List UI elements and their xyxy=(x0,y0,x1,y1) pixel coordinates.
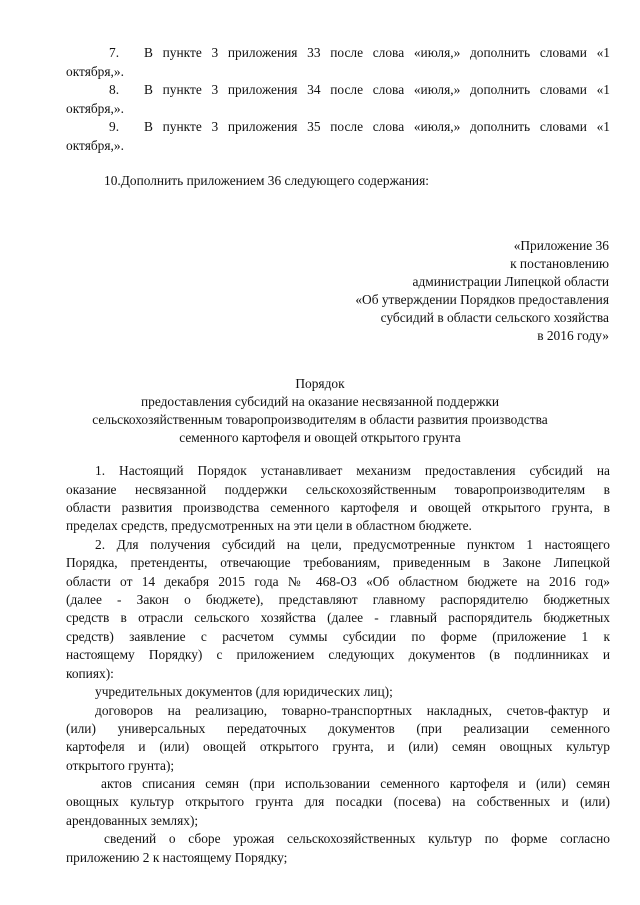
appendix-header-line: к постановлению xyxy=(510,256,609,271)
list-item-line: приложению 2 к настоящему Порядку; xyxy=(66,850,288,865)
paragraph-2-line: Порядка, претенденты, отвечающие требованиям, приведенным в Законе Липецкой xyxy=(66,555,610,570)
amendment-7-number: 7. xyxy=(109,45,120,60)
paragraph-2-line: средств в отрасли сельского хозяйства (далее - главный распорядитель бюджетных xyxy=(66,610,610,625)
appendix-header-line: субсидий в области сельского хозяйства xyxy=(380,310,609,325)
list-item-line: арендованных землях); xyxy=(66,813,199,828)
paragraph-2-line: настоящему Порядку) с приложением следующих документов (в подлинниках и xyxy=(66,647,610,662)
list-item-line: картофеля и (или) овощей открытого грунта, и (или) семян овощных культур xyxy=(66,739,610,754)
appendix-header-line: администрации Липецкой области xyxy=(412,274,609,289)
list-item-line: открытого грунта); xyxy=(66,758,175,773)
paragraph-2-line: средств) заявление с расчетом суммы субсидии по форме (приложение 1 к xyxy=(66,629,610,644)
appendix-header-line: «Приложение 36 xyxy=(513,238,609,253)
list-item-line: учредительных документов (для юридических лиц); xyxy=(95,684,393,699)
paragraph-1-line: области развития производства семенного картофеля и овощей открытого грунта, в xyxy=(66,500,610,515)
list-item-line: договоров на реализацию, товарно-транспортных накладных, счетов-фактур и xyxy=(95,703,610,718)
document-subtitle-line: семенного картофеля и овощей открытого грунта xyxy=(179,430,461,445)
amendment-8-number: 8. xyxy=(109,82,120,97)
list-item-line: актов списания семян (при использовании семенного картофеля и (или) семян xyxy=(101,776,610,791)
document-subtitle-line: сельскохозяйственным товаропроизводителям в области развития производства xyxy=(92,412,548,427)
amendment-7-text: В пункте 3 приложения 33 после слова «июля,» дополнить словами «1 xyxy=(144,45,610,60)
list-item-line: овощных культур открытого грунта для посадки (посева) на собственных и (или) xyxy=(66,794,610,809)
document-subtitle-line: предоставления субсидий на оказание несвязанной поддержки xyxy=(140,394,500,409)
amendment-7-continuation: октября,». xyxy=(66,64,124,79)
paragraph-2-line: области от 14 декабря 2015 года № 468-ОЗ «Об областном бюджете на 2016 год» xyxy=(66,574,610,589)
list-item-line: сведений о сборе урожая сельскохозяйственных культур по форме согласно xyxy=(104,831,610,846)
paragraph-1-line: пределах средств, предусмотренных на эти цели в областном бюджете. xyxy=(66,518,472,533)
paragraph-2-line: 2. Для получения субсидий на цели, предусмотренные пунктом 1 настоящего xyxy=(95,537,610,552)
paragraph-2-line: копиях): xyxy=(66,666,114,681)
paragraph-1-line: оказание несвязанной поддержки сельскохозяйственным товаропроизводителям в xyxy=(66,482,610,497)
amendment-9-continuation: октября,». xyxy=(66,138,124,153)
amendment-9-number: 9. xyxy=(109,119,120,134)
document-title: Порядок xyxy=(295,376,345,391)
paragraph-2-line: (далее - Закон о бюджете), представляют главному распорядителю бюджетных xyxy=(66,592,610,607)
appendix-header-line: «Об утверждении Порядков предоставления xyxy=(355,292,609,307)
list-item-line: (или) универсальных передаточных документов (при реализации семенного xyxy=(66,721,610,736)
amendment-9-text: В пункте 3 приложения 35 после слова «июля,» дополнить словами «1 xyxy=(144,119,610,134)
appendix-header-line: в 2016 году» xyxy=(537,328,609,343)
amendment-8-continuation: октября,». xyxy=(66,101,124,116)
amendment-8-text: В пункте 3 приложения 34 после слова «июля,» дополнить словами «1 xyxy=(144,82,610,97)
paragraph-1-line: 1. Настоящий Порядок устанавливает механизм предоставления субсидий на xyxy=(95,463,610,478)
item-10: 10.Дополнить приложением 36 следующего содержания: xyxy=(104,173,429,188)
